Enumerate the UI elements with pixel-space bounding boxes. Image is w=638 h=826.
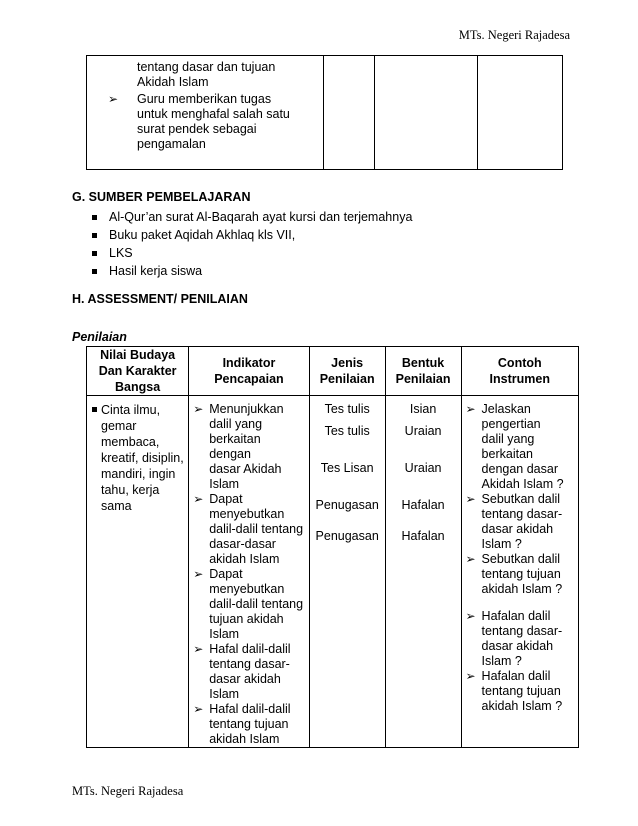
list-item: ➢ Guru memberikan tugas untuk menghafal salah satu surat pendek sebagai pengamalan	[108, 92, 290, 151]
empty-cell	[324, 56, 375, 170]
empty-cell	[478, 56, 563, 170]
section-g-title: G. SUMBER PEMBELAJARAN	[72, 190, 251, 204]
list-item: ➢ Jelaskan pengertian dalil yang berkaitan dengan dasar Akidah Islam ?	[465, 402, 564, 491]
arrow-bullet-icon: ➢	[193, 402, 204, 416]
arrow-bullet-icon: ➢	[193, 642, 204, 656]
assessment-table	[86, 346, 579, 748]
page-footer: MTs. Negeri Rajadesa	[72, 784, 184, 798]
table-header-row	[87, 347, 579, 396]
arrow-bullet-icon: ➢	[465, 402, 476, 416]
arrow-bullet-icon: ➢	[465, 492, 476, 506]
arrow-bullet-icon: ➢	[193, 492, 204, 506]
list-item: ➢ Dapat menyebutkan dalil-dalil tentang tujuan akidah Islam	[193, 567, 304, 641]
activity-cell	[87, 56, 324, 170]
continuation-line: Akidah Islam	[137, 75, 209, 89]
header-contoh: Contoh Instrumen	[461, 347, 578, 396]
page-header: MTs. Negeri Rajadesa	[458, 28, 570, 42]
arrow-bullet-icon: ➢	[108, 92, 119, 106]
list-item: ➢ Hafal dalil-dalil tentang dasar- dasar akidah Islam	[193, 642, 291, 701]
list-item: Buku paket Aqidah Akhlaq kls VII,	[88, 226, 412, 244]
header-bentuk: Bentuk Penilaian	[385, 347, 461, 396]
nilai-cell	[87, 396, 189, 748]
section-h-title: H. ASSESSMENT/ PENILAIAN	[72, 292, 248, 306]
header-nilai: Nilai Budaya Dan Karakter Bangsa	[87, 347, 189, 396]
list-item: Hasil kerja siswa	[88, 262, 412, 280]
list-item: ➢ Sebutkan dalil tentang tujuan akidah Islam ?	[465, 552, 563, 596]
indikator-cell	[189, 396, 309, 748]
header-jenis: Jenis Penilaian	[309, 347, 385, 396]
table-row	[87, 396, 579, 748]
continuation-table	[86, 55, 563, 170]
learning-sources-list	[88, 208, 412, 280]
list-item: LKS	[88, 244, 412, 262]
arrow-bullet-icon: ➢	[193, 702, 204, 716]
list-item: ➢ Hafalan dalil tentang tujuan akidah Islam ?	[465, 669, 563, 713]
arrow-bullet-icon: ➢	[193, 567, 204, 581]
bentuk-cell: Isian Uraian Uraian Hafalan Hafalan	[385, 396, 461, 748]
arrow-bullet-icon: ➢	[465, 552, 476, 566]
penilaian-label: Penilaian	[72, 330, 127, 344]
continuation-line: tentang dasar dan tujuan	[137, 60, 276, 74]
list-item: Cinta ilmu, gemar membaca, kreatif, disiplin, mandiri, ingin tahu, kerja sama	[91, 402, 184, 514]
jenis-cell: Tes tulis Tes tulis Tes Lisan Penugasan Penugasan	[309, 396, 385, 748]
arrow-bullet-icon: ➢	[465, 669, 476, 683]
contoh-cell	[461, 396, 578, 748]
list-item: ➢ Hafalan dalil tentang dasar- dasar akidah Islam ?	[465, 609, 563, 668]
empty-cell	[375, 56, 478, 170]
list-item: Al-Qur’an surat Al-Baqarah ayat kursi dan terjemahnya	[88, 208, 412, 226]
list-item: ➢ Menunjukkan dalil yang berkaitan dengan dasar Akidah Islam	[193, 402, 284, 491]
arrow-bullet-icon: ➢	[465, 609, 476, 623]
list-item: ➢ Sebutkan dalil tentang dasar- dasar akidah Islam ?	[465, 492, 563, 551]
list-item: ➢ Hafal dalil-dalil tentang tujuan akidah Islam	[193, 702, 291, 746]
header-indikator: Indikator Pencapaian	[189, 347, 309, 396]
list-item: ➢ Dapat menyebutkan dalil-dalil tentang dasar-dasar akidah Islam	[193, 492, 304, 566]
